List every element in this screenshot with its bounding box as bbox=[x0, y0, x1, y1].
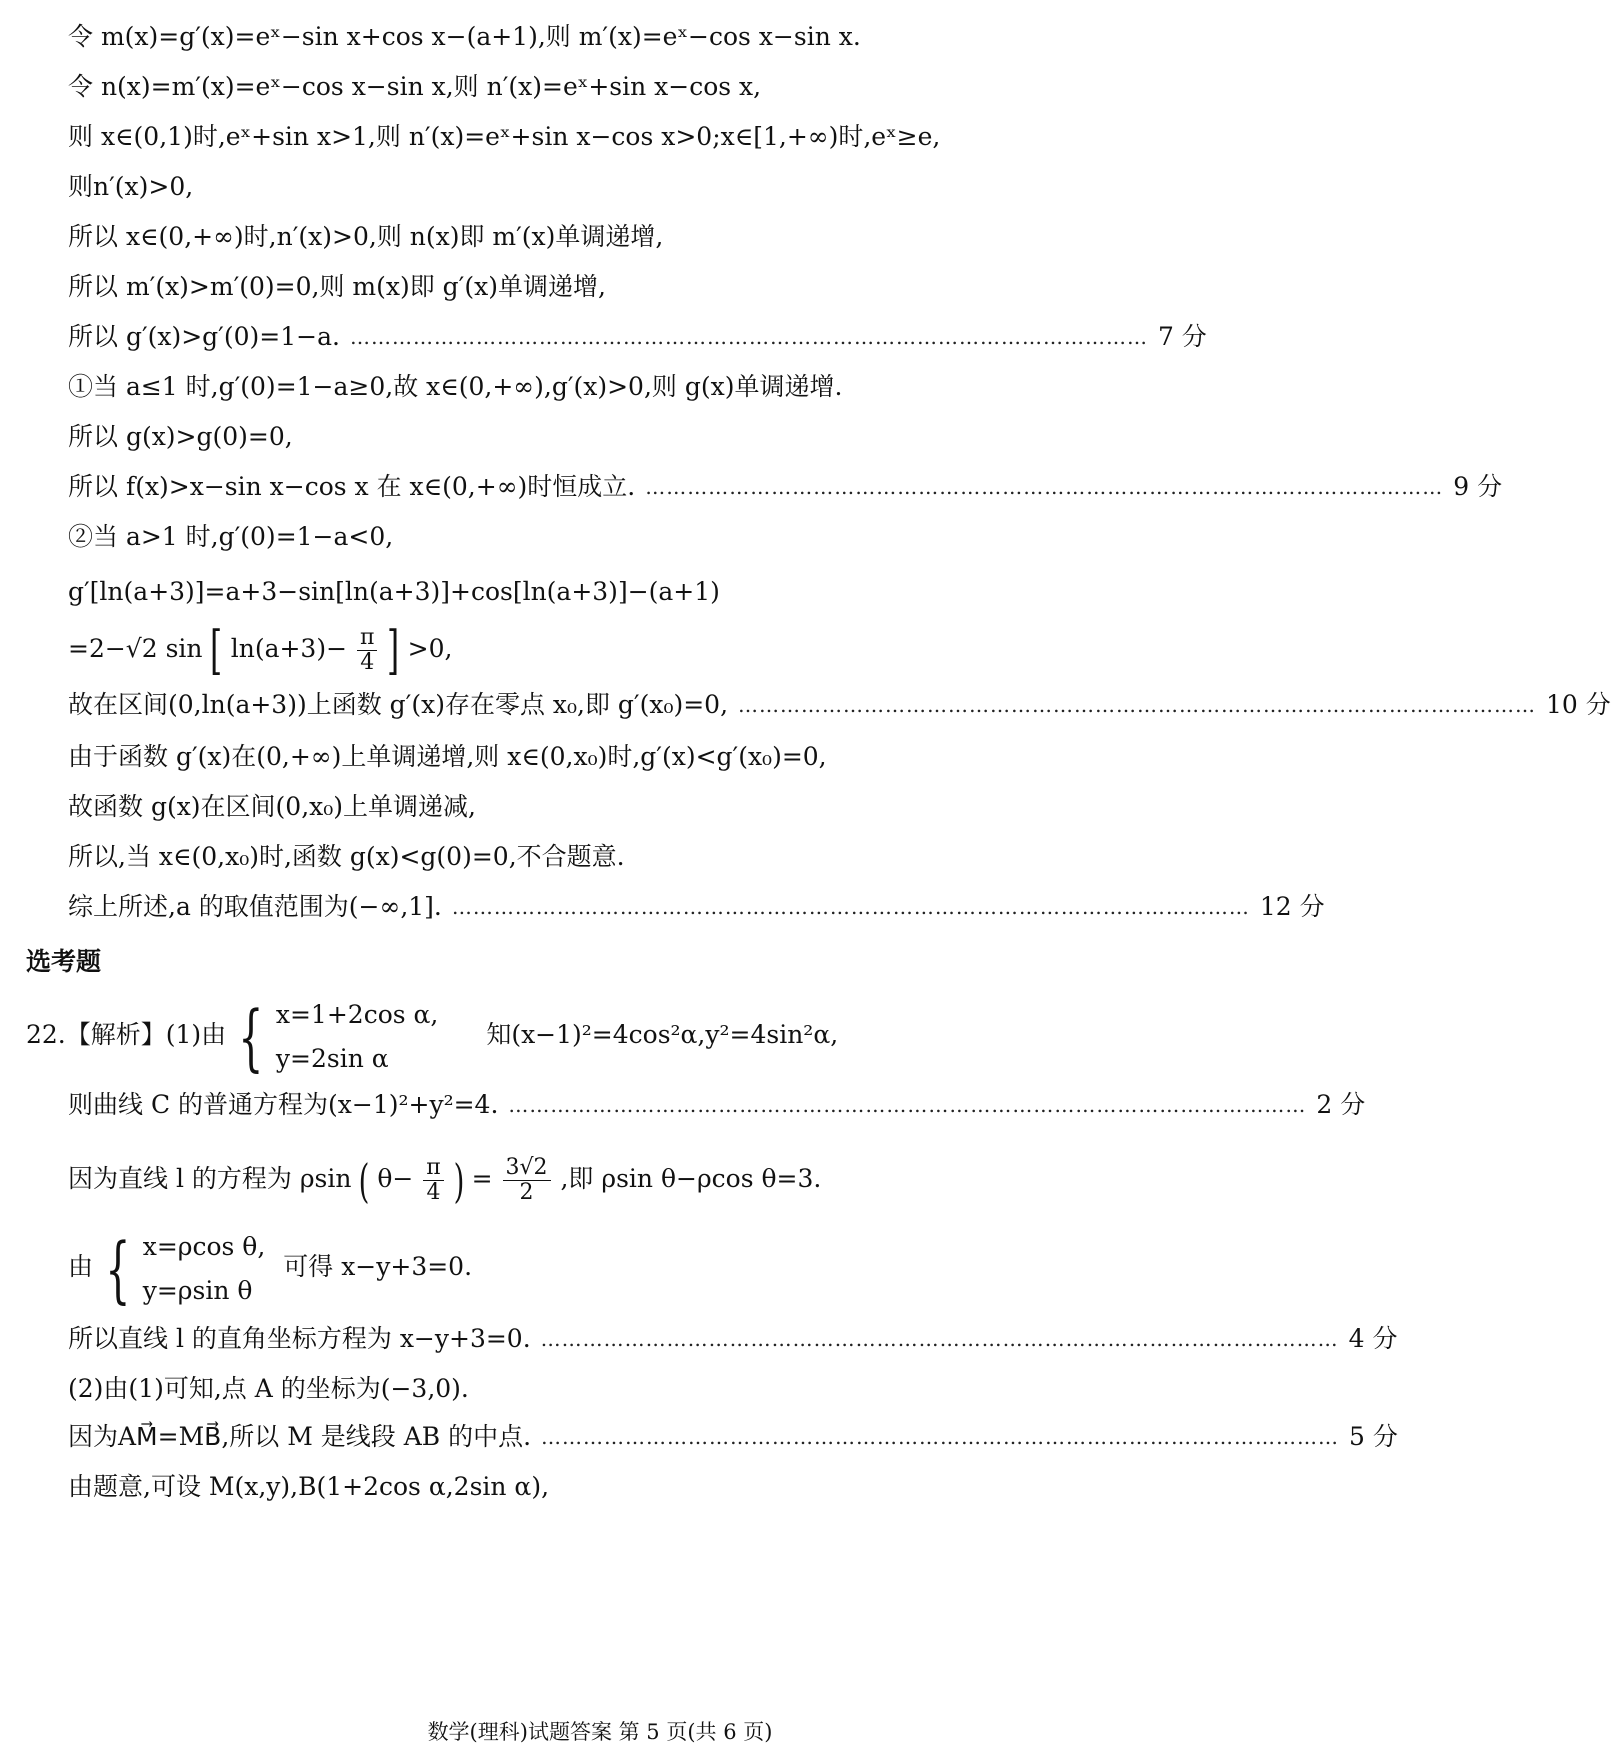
text-line-4: 则n′(x)>0, bbox=[68, 172, 194, 201]
scored-text: 所以 g′(x)>g′(0)=1−a. bbox=[68, 322, 340, 351]
score-label: 4 分 bbox=[1348, 1324, 1398, 1353]
text-line-after-10a: 由于函数 g′(x)在(0,+∞)上单调递增,则 x∈(0,x₀)时,g′(x)<g′(x₀)=0, bbox=[68, 742, 827, 771]
part-2-line: (2)由(1)可知,点 A 的坐标为(−3,0). bbox=[68, 1374, 469, 1403]
text-line-after-10b: 故函数 g(x)在区间(0,x₀)上单调递减, bbox=[68, 792, 476, 821]
scored-text: 因为AM⃗=MB⃗,所以 M 是线段 AB 的中点. bbox=[68, 1422, 532, 1451]
equation-line: =2−√2 sin [ ln(a+3)− $\frac{\pi}{4}$ ] >0, bbox=[68, 620, 453, 681]
three-root-two-over-two-fraction: $\frac{3√2}{2}$ bbox=[503, 1156, 551, 1205]
scored-text: 所以直线 l 的直角坐标方程为 x−y+3=0. bbox=[68, 1324, 531, 1353]
scored-line-7 bbox=[68, 320, 1207, 354]
score-label: 9 分 bbox=[1453, 472, 1503, 501]
score-label: 7 分 bbox=[1157, 322, 1207, 351]
leader-dots: …………………………………………………………………………………………………… bbox=[540, 1327, 1339, 1351]
polar-system: x=ρcos θ, y=ρsin θ bbox=[142, 1231, 266, 1305]
scored-text: 则曲线 C 的普通方程为(x−1)²+y²=4. bbox=[68, 1090, 499, 1119]
text-line-6: 所以 m′(x)>m′(0)=0,则 m(x)即 g′(x)单调递增, bbox=[68, 272, 606, 301]
scored-text: 综上所述,a 的取值范围为(−∞,1]. bbox=[68, 892, 442, 921]
leader-dots: …………………………………………………………………………………………………… bbox=[508, 1093, 1307, 1117]
page-footer: 数学(理科)试题答案 第 5 页(共 6 页) bbox=[427, 1720, 773, 1744]
text-line-2: 令 n(x)=m′(x)=eˣ−cos x−sin x,则 n′(x)=eˣ+sin x−cos x, bbox=[68, 72, 762, 101]
leader-dots: …………………………………………………………………………………………………… bbox=[645, 475, 1444, 499]
scored-line-9 bbox=[68, 470, 1503, 504]
score-label: 5 分 bbox=[1349, 1422, 1398, 1451]
case-1-result: 所以 g(x)>g(0)=0, bbox=[68, 422, 293, 451]
section-title: 选考题 bbox=[26, 947, 102, 976]
scored-text: 所以 f(x)>x−sin x−cos x 在 x∈(0,+∞)时恒成立. bbox=[68, 472, 636, 501]
parametric-system: x=1+2cos α, y=2sin α bbox=[275, 999, 439, 1073]
leader-dots: …………………………………………………………………………………………………… bbox=[541, 1425, 1340, 1449]
last-line: 由题意,可设 M(x,y),B(1+2cos α,2sin α), bbox=[68, 1472, 550, 1501]
score-label: 2 分 bbox=[1316, 1090, 1366, 1119]
scored-line-12 bbox=[68, 890, 1325, 924]
text-line-3: 则 x∈(0,1)时,eˣ+sin x>1,则 n′(x)=eˣ+sin x−cos x>0;x∈[1,+∞)时,eˣ≥e, bbox=[68, 122, 941, 151]
scored-line-5 bbox=[68, 1420, 1398, 1454]
text-line-5: 所以 x∈(0,+∞)时,n′(x)>0,则 n(x)即 m′(x)单调递增, bbox=[68, 222, 664, 251]
leader-dots: …………………………………………………………………………………………………… bbox=[738, 693, 1537, 717]
scored-line-4 bbox=[68, 1322, 1398, 1356]
question-22-line: 22.【解析】(1)由 { x=1+2cos α, y=2sin α 知(x−1)²=4cos²α,y²=4sin²α, bbox=[26, 994, 839, 1079]
polar-system-line: 由 { x=ρcos θ, y=ρsin θ 可得 x−y+3=0. bbox=[68, 1226, 473, 1311]
case-2-line: ②当 a>1 时,g′(0)=1−a<0, bbox=[68, 522, 394, 551]
text-line-1: 令 m(x)=g′(x)=eˣ−sin x+cos x−(a+1),则 m′(x)=eˣ−cos x−sin x. bbox=[68, 22, 861, 51]
leader-dots: …………………………………………………………………………………………………… bbox=[451, 895, 1250, 919]
eq-inner: ln(a+3)− bbox=[230, 634, 348, 663]
g-ln-line: g′[ln(a+3)]=a+3−sin[ln(a+3)]+cos[ln(a+3)]−(a+1) bbox=[68, 577, 720, 606]
scored-line-2 bbox=[68, 1088, 1366, 1122]
pi-over-4-fraction: $\frac{\pi}{4}$ bbox=[357, 626, 377, 675]
scored-line-10 bbox=[68, 688, 1611, 722]
eq-suffix: >0, bbox=[407, 634, 453, 663]
q22-suffix: 知(x−1)²=4cos²α,y²=4sin²α, bbox=[486, 1020, 839, 1049]
leader-dots: …………………………………………………………………………………………………… bbox=[349, 325, 1148, 349]
line-l-equation: 因为直线 l 的方程为 ρsin ( θ− $\frac{\pi}{4}$ ) = $\frac{3√2}{2}$ ,即 ρsin θ−ρcos θ=3. bbox=[68, 1153, 822, 1208]
pi-over-4-fraction: $\frac{\pi}{4}$ bbox=[423, 1156, 443, 1205]
scored-text: 故在区间(0,ln(a+3))上函数 g′(x)存在零点 x₀,即 g′(x₀)=0, bbox=[68, 690, 729, 719]
q22-prefix: 22.【解析】(1)由 bbox=[26, 1020, 227, 1049]
text-line-after-10c: 所以,当 x∈(0,x₀)时,函数 g(x)<g(0)=0,不合题意. bbox=[68, 842, 625, 871]
case-1-line: ①当 a≤1 时,g′(0)=1−a≥0,故 x∈(0,+∞),g′(x)>0,则 g(x)单调递增. bbox=[68, 372, 843, 401]
score-label: 12 分 bbox=[1259, 892, 1325, 921]
eq-prefix: =2−√2 sin bbox=[68, 634, 203, 663]
score-label: 10 分 bbox=[1546, 690, 1611, 719]
